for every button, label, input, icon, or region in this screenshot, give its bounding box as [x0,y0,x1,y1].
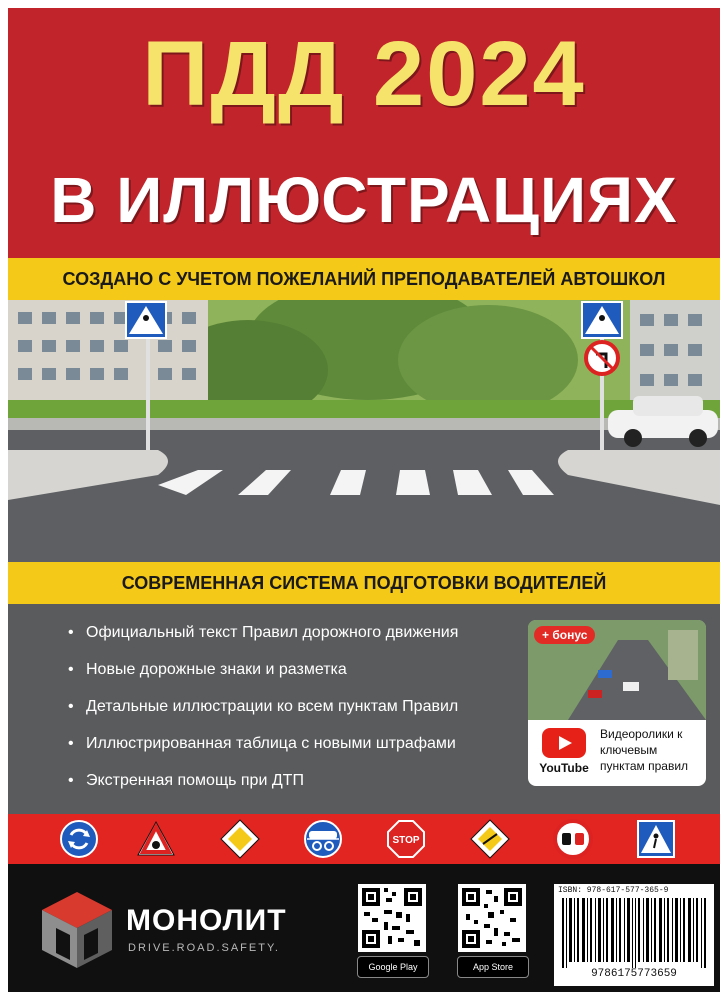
main-title: ПДД 2024 [142,23,586,125]
monolit-logo-icon [40,890,114,970]
road-signs-row [8,814,720,864]
feature-item: • Экстренная помощь при ДТП [68,770,528,807]
crosswalk-photo [8,300,720,562]
publisher-tagline: DRIVE.ROAD.SAFETY. [128,942,280,954]
youtube-icon [536,728,592,778]
bonus-card [528,620,706,786]
feature-item: • Иллюстрированная таблица с новыми штрафами [68,733,528,770]
barcode-panel [554,884,714,986]
priority-road-icon [220,819,260,859]
feature-item: • Официальный текст Правил дорожного движения [68,622,528,659]
svg-text:STOP: STOP [392,835,420,846]
qr-code-google[interactable] [358,884,426,952]
bonus-description: Видеоролики к ключевым пунктам правил [600,727,689,773]
publisher-name: МОНОЛИТ [126,904,287,937]
top-band: СОЗДАНО С УЧЕТОМ ПОЖЕЛАНИЙ ПРЕПОДАВАТЕЛЕЙ АВТОШКОЛ [8,258,720,300]
youtube-label: YouTube [539,761,589,775]
no-overtaking-icon [553,819,593,859]
qr-code-apple[interactable] [458,884,526,952]
pedestrian-crossing-icon [636,819,676,859]
google-play-badge[interactable]: Google Play [357,956,429,978]
warning-triangle-icon [136,819,176,859]
feature-item: • Новые дорожные знаки и разметка [68,659,528,696]
stop-sign-icon [386,819,426,859]
title-block [8,8,720,258]
features-panel [8,604,720,814]
app-store-badge[interactable]: App Store [457,956,529,978]
bicycle-lane-icon [303,819,343,859]
subtitle: В ИЛЛЮСТРАЦИЯХ [50,164,678,236]
feature-item: • Детальные иллюстрации ко всем пунктам Правил [68,696,528,733]
feature-list [68,622,528,807]
isbn-label: ISBN: 978-617-577-365-9 [558,886,669,895]
barcode-number: 9786175773659 [591,968,677,980]
bottom-band: СОВРЕМЕННАЯ СИСТЕМА ПОДГОТОВКИ ВОДИТЕЛЕЙ [8,562,720,604]
roundabout-sign-icon [59,819,99,859]
barcode-icon [560,898,708,968]
footer [8,864,720,992]
bonus-badge: + бонус [534,626,595,644]
main-road-icon [470,819,510,859]
